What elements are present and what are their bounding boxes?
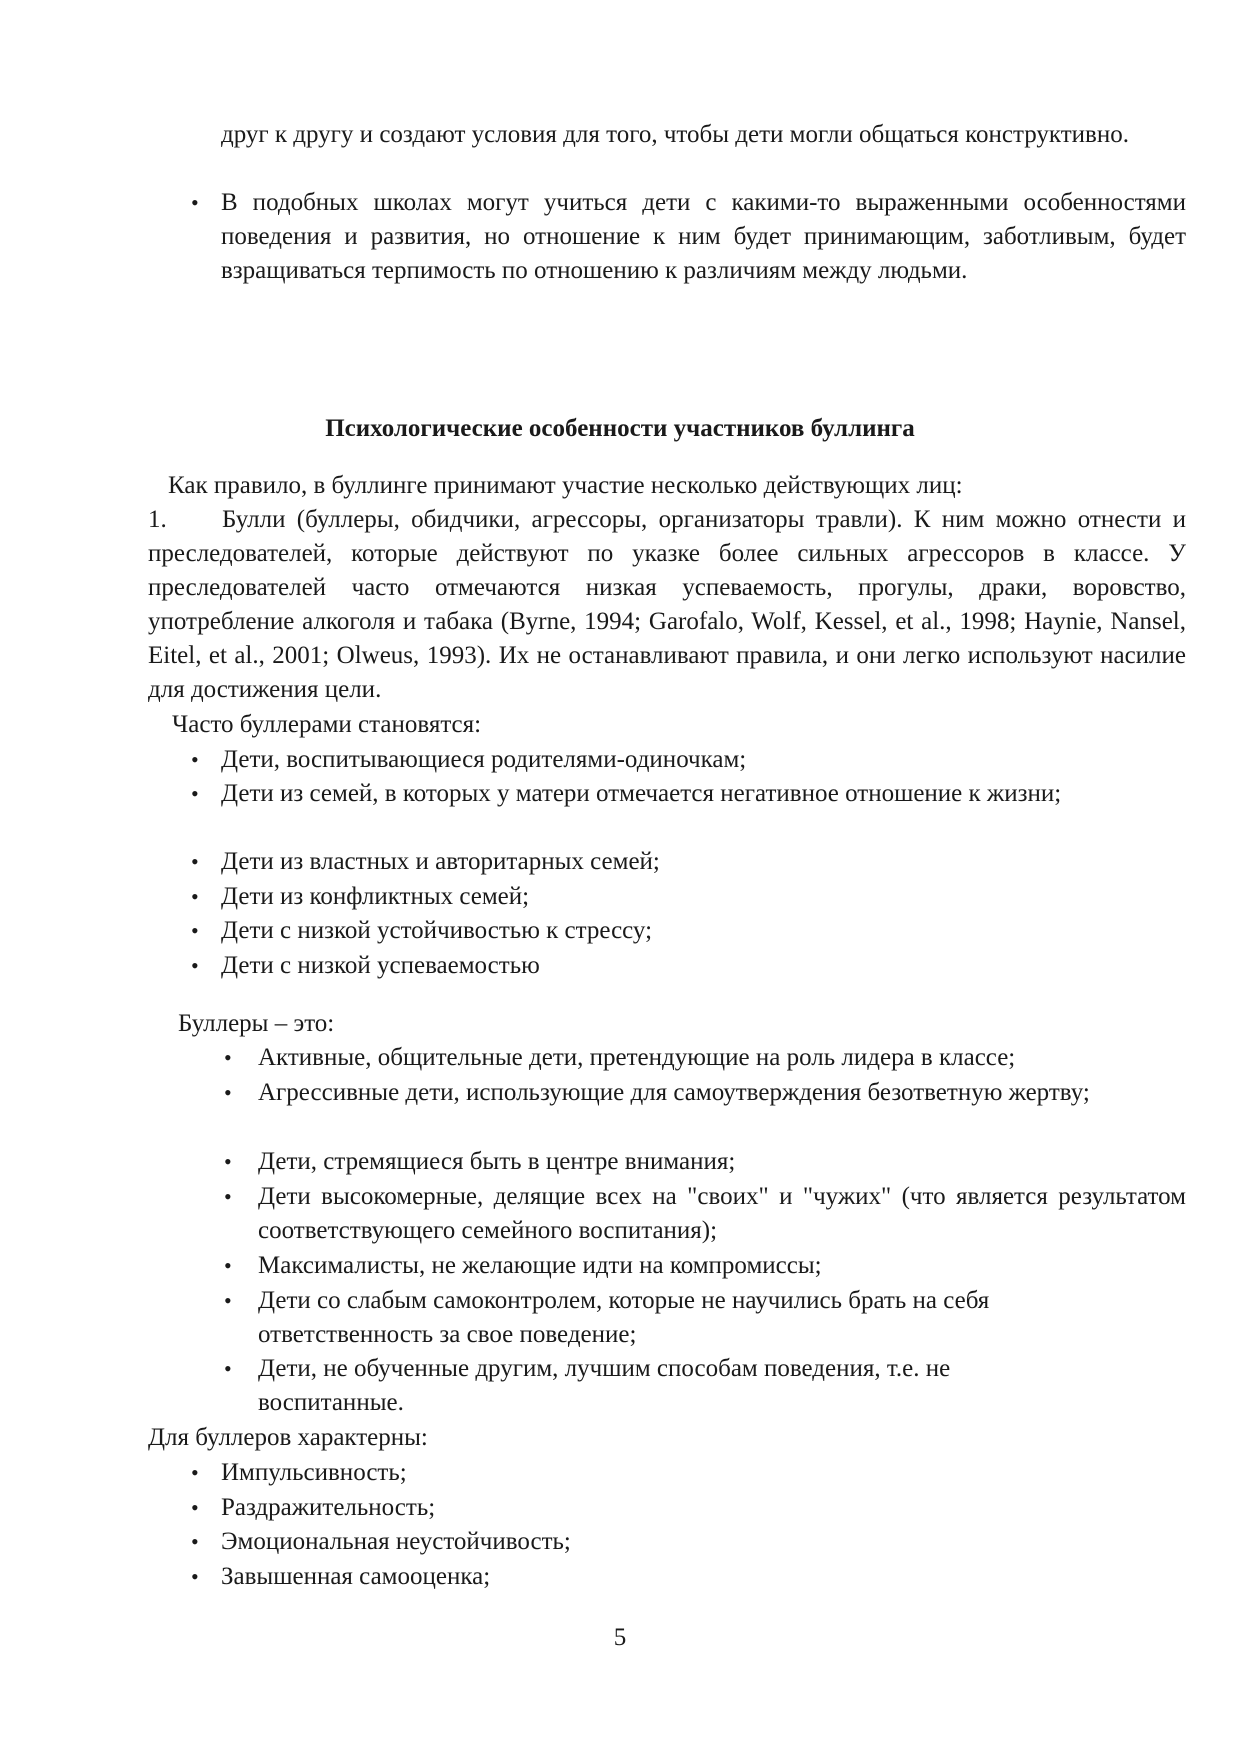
list-item: • Активные, общительные дети, претендующие на роль лидера в классе; [258,1041,1186,1075]
bullet-icon: • [224,1045,232,1070]
list-item: • Раздражительность; [221,1491,1186,1525]
bullers-label: Буллеры – это: [178,1010,335,1037]
list-item: • Агрессивные дети, использующие для самоутверждения безответную жертву; [258,1076,1186,1144]
bullet-icon: • [191,849,199,874]
list-item: • Дети с низкой успеваемостью [221,949,1186,983]
bullet-icon: • [191,1460,199,1485]
item-text: Булли (буллеры, обидчики, агрессоры, организаторы травли). К ним можно отнести и преследователей, которые действуют по указке более сильных агрессоров в классе. У преследователей часто отмечаются низкая успеваемость, прогулы, драки, воровство, употребление алкоголя и табака (Byrne, 1994; Garofalo, Wolf, Kessel, et al., 1998; Haynie, Nansel, Eitel, et al., 2001; Olweus, 1993). Их не останавливают правила, и они легко используют насилие для достижения цели. [148,506,1186,703]
list-item: • Завышенная самооценка; [221,1560,1186,1594]
traits-label: Для буллеров характерны: [148,1424,428,1451]
bullet-icon: • [224,1149,232,1174]
intro-item-continued: друг к другу и создают условия для того, чтобы дети могли общаться конструктивно. [221,121,1129,148]
paragraph-intro: Как правило, в буллинге принимают участие несколько действующих лиц: [168,472,963,499]
intro-list-item: • В подобных школах могут учиться дети с какими-то выраженными особенностями поведения и развития, но отношение к ним будет принимающим, заботливым, будет взращиваться терпимость по отношению к различиям между людьми. [221,186,1186,322]
list-item: • Дети с низкой устойчивостью к стрессу; [221,914,1186,948]
bullet-icon: • [224,1080,232,1105]
bullet-icon: • [191,1495,199,1520]
bullet-icon: • [224,1253,232,1278]
list-item: • Дети со слабым самоконтролем, которые не научились брать на себя ответственность за свое поведение; [258,1284,1138,1352]
often-label: Часто буллерами становятся: [172,711,482,738]
bullet-icon: • [191,747,199,772]
bullet-icon: • [191,884,199,909]
bullet-icon: • [224,1288,232,1313]
bullet-icon: • [191,1564,199,1589]
list-item: • Дети из семей, в которых у матери отмечается негативное отношение к жизни; [221,777,1121,811]
item-number: 1. [148,506,167,533]
bullet-icon: • [191,190,199,215]
list-item: • Дети, не обученные другим, лучшим способам поведения, т.е. не воспитанные. [258,1352,1098,1420]
bullet-icon: • [224,1184,232,1209]
bullet-icon: • [191,953,199,978]
list-item: • Дети высокомерные, делящие всех на "своих" и "чужих" (что является результатом соответствующего семейного воспитания); [258,1180,1186,1248]
section-title: Психологические особенности участников буллинга [325,415,915,442]
bullet-icon: • [191,918,199,943]
list-item: • Дети из властных и авторитарных семей; [221,845,1186,879]
list-item: • Дети, стремящиеся быть в центре внимания; [258,1145,1186,1179]
list-item: • Максималисты, не желающие идти на компромиссы; [258,1249,1186,1283]
bullet-icon: • [191,781,199,806]
list-item: • Эмоциональная неустойчивость; [221,1525,1186,1559]
numbered-item-1 [148,503,1186,707]
list-item: • Дети, воспитывающиеся родителями-одиночкам; [221,743,1186,777]
bullet-icon: • [191,1529,199,1554]
list-item: • Дети из конфликтных семей; [221,880,1186,914]
page-number: 5 [613,1624,627,1651]
bullet-icon: • [224,1356,232,1381]
list-item: • Импульсивность; [221,1456,1186,1490]
